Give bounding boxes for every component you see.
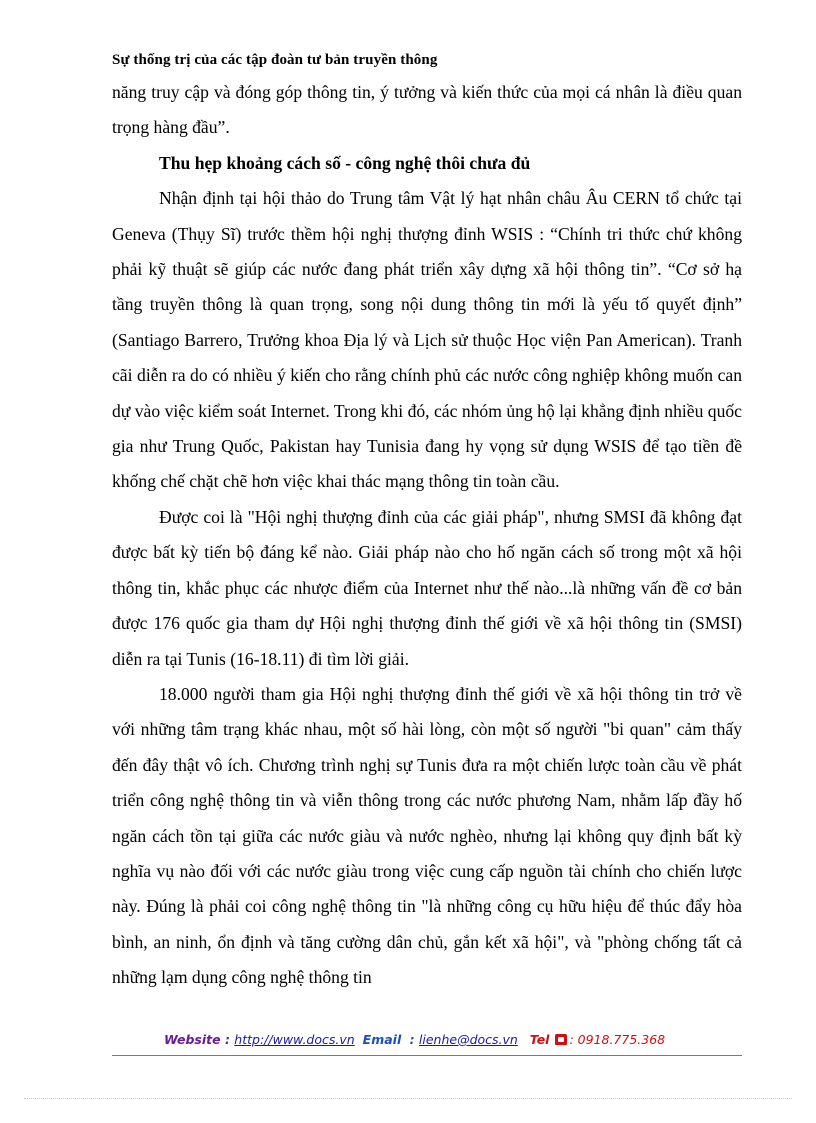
page-footer	[112, 1029, 742, 1056]
page-border-divider	[24, 1098, 792, 1099]
paragraph: Nhận định tại hội thảo do Trung tâm Vật lý hạt nhân châu Âu CERN tổ chức tại Geneva (Thụy Sĩ) trước thềm hội nghị thượng đỉnh WSIS : “Chính tri thức chứ không phải kỹ thuật sẽ giúp các nước đang phát triển xây dựng xã hội thông tin”. “Cơ sở hạ tầng truyền thông là quan trọng, song nội dung thông tin mới là yếu tố quyết định” (Santiago Barrero, Trưởng khoa Địa lý và Lịch sử thuộc Học viện Pan American). Tranh cãi diễn ra do có nhiều ý kiến cho rằng chính phủ các nước công nghiệp không muốn can dự vào việc kiểm soát Internet. Trong khi đó, các nhóm ủng hộ lại khẳng định nhiều quốc gia như Trung Quốc, Pakistan hay Tunisia đang hy vọng sử dụng WSIS để tạo tiền đề khống chế chặt chẽ hơn việc khai thác mạng thông tin toàn cầu.	[112, 188, 742, 492]
website-label: Website	[164, 1032, 221, 1047]
paragraph: Được coi là "Hội nghị thượng đỉnh của các giải pháp", nhưng SMSI đã không đạt được bất kỳ tiến bộ đáng kể nào. Giải pháp nào cho hố ngăn cách số trong một xã hội thông tin, khắc phục các nhược điểm của Internet như thế nào...là những vấn đề cơ bản được 176 quốc gia tham dự Hội nghị thượng đỉnh thế giới về xã hội thông tin (SMSI) diễn ra tại Tunis (16-18.11) đi tìm lời giải.	[112, 506, 742, 669]
email-label: Email	[362, 1032, 402, 1047]
running-header: Sự thống trị của các tập đoàn tư bản truyền thông	[112, 52, 438, 68]
paragraph-continuation: năng truy cập và đóng góp thông tin, ý tưởng và kiến thức của mọi cá nhân là điều quan trọng hàng đầu”.	[112, 82, 742, 138]
website-link[interactable]: http://www.docs.vn	[234, 1032, 355, 1047]
telephone-icon	[555, 1034, 567, 1045]
footer-contact-line	[164, 1032, 665, 1047]
phone-number: 0918.775.368	[577, 1032, 666, 1047]
document-body	[112, 75, 742, 996]
section-heading: Thu hẹp khoảng cách số - công nghệ thôi chưa đủ	[159, 152, 531, 173]
tel-label: Tel	[529, 1032, 550, 1047]
tel-separator: :	[569, 1032, 578, 1047]
paragraph: 18.000 người tham gia Hội nghị thượng đỉnh thế giới về xã hội thông tin trở về với những tâm trạng khác nhau, một số hài lòng, còn một số người "bi quan" cảm thấy đến đây thật vô ích. Chương trình nghị sự Tunis đưa ra một chiến lược toàn cầu về phát triển công nghệ thông tin và viễn thông trong các nước phương Nam, nhằm lấp đầy hố ngăn cách tồn tại giữa các nước giàu và nước nghèo, nhưng lại không quy định bất kỳ nghĩa vụ nào đối với các nước giàu trong việc cung cấp nguồn tài chính cho chiến lược này. Đúng là phải coi công nghệ thông tin "là những công cụ hữu hiệu để thúc đẩy hòa bình, an ninh, ổn định và tăng cường dân chủ, gắn kết xã hội", và "phòng chống tất cả những lạm dụng công nghệ thông tin	[112, 683, 742, 988]
email-link[interactable]: lienhe@docs.vn	[418, 1032, 518, 1047]
website-separator: :	[220, 1032, 235, 1047]
email-separator: :	[405, 1032, 419, 1047]
